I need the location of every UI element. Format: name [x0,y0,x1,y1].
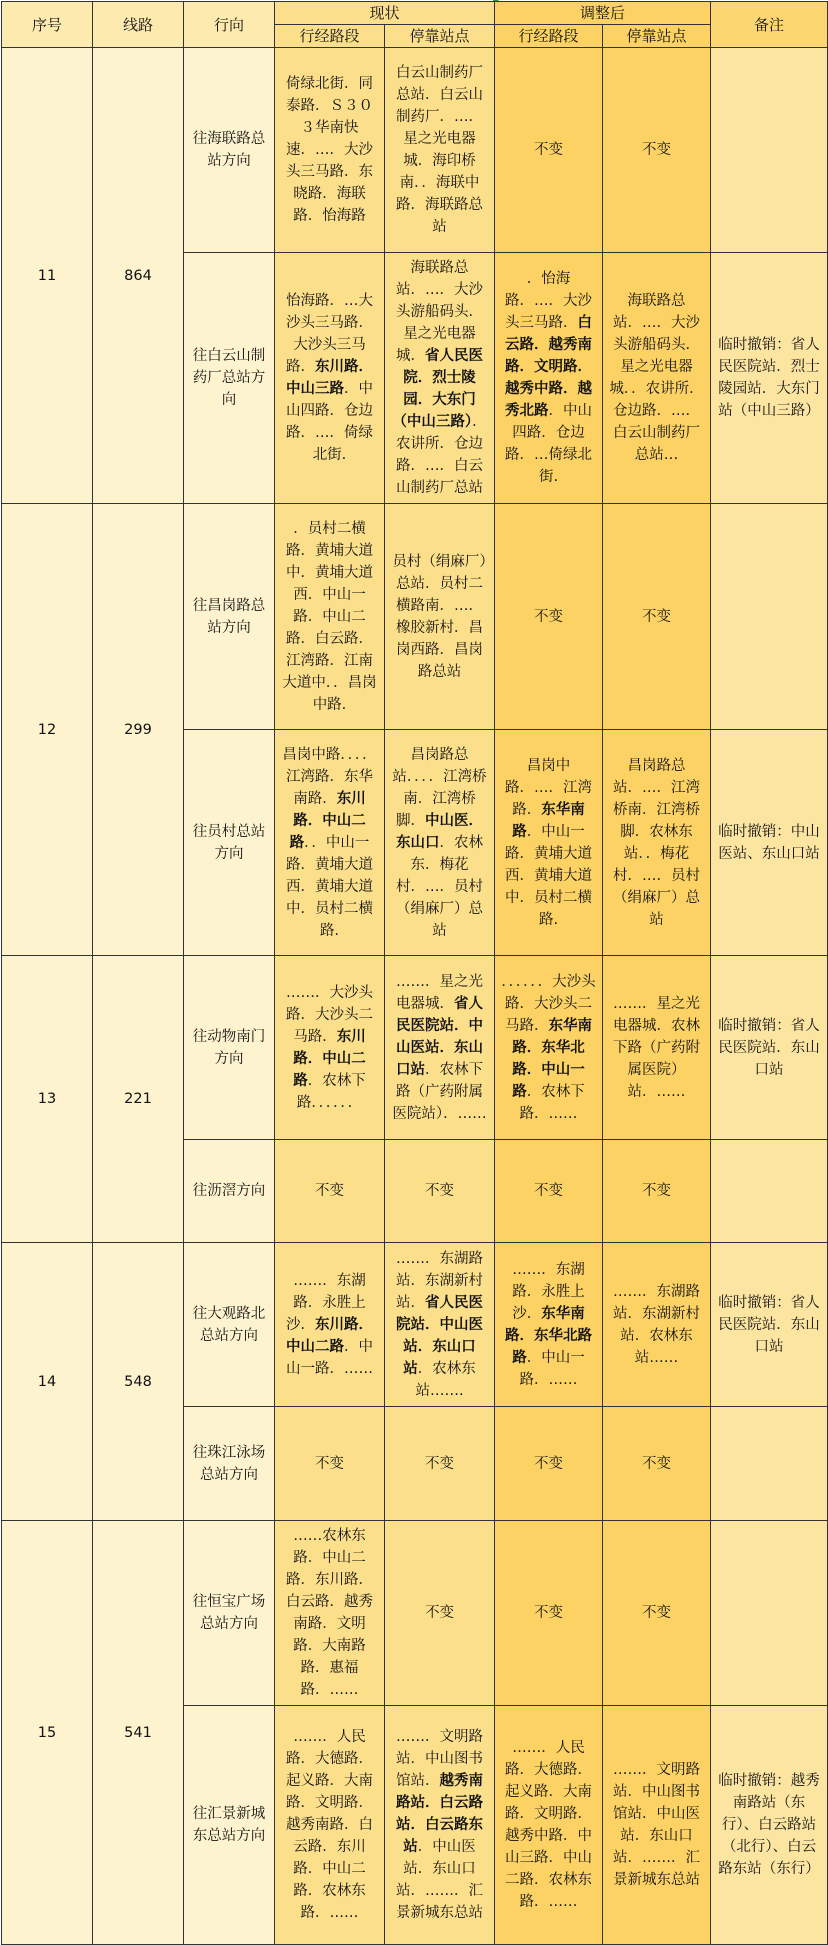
bold-text: 省人民医院．烈士陵园．大东门（中山三路） [392,348,483,430]
text: 不变 [315,1183,344,1199]
remark-cell: 临时撤销：越秀南路站（东行）、白云路站（北行）、白云路东站（东行） [711,1706,828,1945]
text: 不变 [315,1455,344,1472]
adjusted-stops-cell [603,730,711,956]
header-adjusted-segment: 行经路段 [495,25,603,48]
seq-cell: 12 [2,504,93,956]
direction-cell: 往动物南门方向 [184,956,275,1140]
remark-cell [711,504,828,730]
text: 不变 [425,1183,454,1199]
direction-cell: 往汇景新城东总站方向 [184,1706,275,1945]
header-seq: 序号 [2,2,93,48]
bold-text: 东川路．中山二路 [289,790,366,851]
current-segment-cell [275,730,385,956]
current-stops-cell [385,253,495,504]
direction-cell: 往珠江泳场总站方向 [184,1407,275,1521]
text: 不变 [534,608,564,625]
text: ……．东湖路．永胜上沙． [512,1261,585,1322]
text: ……．文明路站．中山图书馆站．中山医站．东山口站．……．汇景新城东总站 [613,1762,701,1888]
bold-text: 省人民医院站．中山医站．东山口站 [396,1294,483,1377]
text: ．农林东．梅花村．…．员村（绢麻厂）总站 [396,834,483,939]
remark-cell: 临时撤销：省人民医院站．烈士陵园站．大东门站（中山三路） [711,253,828,504]
text: 白云山制药厂总站．白云山制药厂．…．星之光电器城．海印桥南．．海联中路．海联路总站 [396,65,483,235]
header-direction: 行向 [184,2,275,48]
text: 不变 [534,1455,564,1472]
header-adjusted-stops: 停靠站点 [603,25,711,48]
text: ……．东湖路站．东湖新村站．农林东站…… [613,1283,701,1366]
adjusted-stops-cell [603,1706,711,1945]
text: 昌岗路总站．…．江湾桥南．江湾桥脚．农林东站．．梅花村．…．员村（绢麻厂）总站 [613,757,701,928]
bold-text: 东川路．中山三路 [286,359,373,397]
current-stops-cell [385,48,495,253]
text: 不变 [534,1605,564,1621]
adjusted-stops-cell [603,1407,711,1521]
bold-text: 东川路．中山二路 [293,1028,366,1089]
adjusted-stops-cell [603,504,711,730]
text: 海联路总站．…．大沙头游船码头．星之光电器城． [396,260,483,364]
bold-text: 东川路．中山二路 [286,1316,373,1355]
text: ．中山医站．东山口站．……．汇景新城东总站 [396,1839,483,1921]
direction-cell: 往恒宝广场总站方向 [184,1521,275,1706]
text: ．农林东站……. [415,1360,476,1399]
adjusted-segment-cell [495,1140,603,1243]
text: ……．人民路．大德路．起义路．大南路．文明路．越秀南路．白云路．东川路．中山二路．农林东路．…… [286,1729,373,1921]
text: 怡海路．…大沙头三马路．大沙头三马路． [286,293,373,375]
text: ．员村二横路．黄埔大道中．黄埔大道西．中山一路．中山二路．白云路．江湾路．江南大道中．．昌岗中路. [282,520,377,713]
remark-cell: 临时撤销：省人民医院站．东山口站 [711,956,828,1140]
direction-cell: 往海联路总站方向 [184,48,275,253]
current-stops-cell [385,956,495,1140]
header-remark: 备注 [711,2,828,48]
current-stops-cell [385,1407,495,1521]
adjusted-segment-cell [495,1407,603,1521]
remark-cell [711,1521,828,1706]
route-cell: 864 [93,48,184,504]
remark-cell [711,1140,828,1243]
text: ．中山四路．仓边路．…倚绿北街. [505,403,593,485]
adjusted-segment-cell [495,1521,603,1706]
route-cell: 299 [93,504,184,956]
text: 不变 [642,1605,672,1621]
remark-cell [711,1407,828,1521]
text: 昌岗中路．．．．江湾路．东华南路． [282,746,377,807]
text: 昌岗路总站．．．．江湾桥南．江湾桥脚． [392,746,487,829]
text: ．中山一路．黄埔大道西．黄埔大道中．员村二横路. [505,823,593,928]
text: 不变 [425,1455,454,1472]
bold-text: 中山医．东山口 [396,812,483,851]
bold-text: 白云路．越秀南路．文明路．越秀中路．越秀北路 [505,315,593,419]
adjusted-segment-cell [495,504,603,730]
table-row [2,1243,828,1407]
current-segment-cell [275,1407,385,1521]
table-body [2,48,828,1945]
text: ……．东湖路．永胜上沙． [286,1272,366,1333]
current-stops-cell [385,730,495,956]
text: ……．东湖路站．东湖新村站． [396,1250,483,1311]
adjusted-stops-cell [603,253,711,504]
text: ．农林下路．．．．．． [296,1072,366,1111]
direction-cell: 往白云山制药厂总站方向 [184,253,275,504]
adjusted-segment-cell [495,956,603,1140]
adjusted-segment-cell [495,1243,603,1407]
text: ……农林东路．中山二路．东川路．白云路．越秀南路．文明路．大南路路．惠福路．…… [286,1528,373,1698]
text: 不变 [642,142,672,158]
current-segment-cell [275,1521,385,1706]
current-segment-cell [275,253,385,504]
adjusted-stops-cell [603,48,711,253]
text: 昌岗中路．…．江湾路． [505,757,593,818]
route-cell: 541 [93,1521,184,1945]
text: ．中山四路．仓边路．…．倚绿北街. [286,381,373,463]
seq-cell: 15 [2,1521,93,1945]
seq-cell: 13 [2,956,93,1243]
current-segment-cell [275,1243,385,1407]
text: 不变 [642,1183,672,1199]
adjusted-segment-cell [495,253,603,504]
text: 不变 [425,1605,454,1621]
current-stops-cell [385,1243,495,1407]
adjusted-segment-cell [495,730,603,956]
seq-cell: 14 [2,1243,93,1521]
current-segment-cell [275,504,385,730]
current-segment-cell [275,1706,385,1945]
text: 员村（绢麻厂）总站．员村二横路南．…．橡胶新村．昌岗西路．昌岗路总站 [392,553,487,680]
text: 不变 [534,1183,564,1199]
adjusted-stops-cell [603,1140,711,1243]
table-row [2,956,828,1140]
header-adjusted: 调整后 [495,2,711,25]
text: ．中山一路．…… [519,1349,585,1388]
header-current-stops: 停靠站点 [385,25,495,48]
text: ……．人民路．大德路．起义路．大南路．文明路．越秀中路．中山三路．中山二路．农林东路．…… [505,1740,593,1910]
text: ．中山一路．…… [286,1338,373,1377]
text: ……．大沙头路．大沙头二马路． [286,984,373,1045]
remark-cell: 临时撤销：省人民医院站．东山口站 [711,1243,828,1407]
header-current: 现状 [275,2,495,25]
remark-cell: 临时撤销：中山医站、东山口站 [711,730,828,956]
adjusted-stops-cell [603,956,711,1140]
current-segment-cell [275,1140,385,1243]
current-segment-cell [275,48,385,253]
header-current-segment: 行经路段 [275,25,385,48]
direction-cell: 往大观路北总站方向 [184,1243,275,1407]
header-route: 线路 [93,2,184,48]
current-segment-cell [275,956,385,1140]
route-adjustment-table [1,1,828,1945]
bold-text: 越秀南路站．白云路站．白云路东站 [396,1773,483,1855]
current-stops-cell [385,1706,495,1945]
bold-text: 省人民医院站．中山医站．东山口站 [396,995,483,1078]
adjusted-stops-cell [603,1243,711,1407]
text: ．农讲所．仓边路．…．白云山制药厂总站 [396,414,487,496]
text: ．农林下路（广药附属医院站）．…… [392,1061,487,1122]
text: ．．中山一路．黄埔大道西．黄埔大道中．员村二横路. [286,834,373,939]
text: ．．．．．．大沙头路．大沙头二马路． [501,973,596,1034]
direction-cell: 往昌岗路总站方向 [184,504,275,730]
text: 海联路总站．…．大沙头游船码头．星之光电器城．．农讲所．仓边路．…．白云山制药厂总站… [609,293,704,463]
text: ．农林下路．…… [519,1083,585,1122]
route-cell: 221 [93,956,184,1243]
text: 不变 [642,1455,672,1472]
seq-cell: 11 [2,48,93,504]
direction-cell: 往员村总站方向 [184,730,275,956]
bold-text: 东华南路．东华北路．中山一路 [512,1017,593,1100]
text: 倚绿北街．同泰路．Ｓ３０３华南快速．…．大沙头三马路．东晓路．海联路．怡海路 [286,76,373,224]
text: ．怡海路．…．大沙头三马路． [505,271,593,331]
table-row [2,1521,828,1706]
current-stops-cell [385,1521,495,1706]
text: 不变 [642,608,672,625]
bold-text: 东华南路 [512,801,585,840]
adjusted-segment-cell [495,48,603,253]
current-stops-cell [385,504,495,730]
table-row [2,48,828,253]
table-row [2,504,828,730]
bold-text: 东华南路．东华北路路 [505,1305,593,1366]
text: 不变 [534,142,564,158]
adjusted-segment-cell [495,1706,603,1945]
text: ……．星之光电器城． [396,973,483,1012]
current-stops-cell [385,1140,495,1243]
adjusted-stops-cell [603,1521,711,1706]
direction-cell: 往沥滘方向 [184,1140,275,1243]
text: ……．星之光电器城．农林下路（广药附属医院）站．…… [613,995,701,1100]
route-cell: 548 [93,1243,184,1521]
text: ……．文明路站．中山图书馆站． [396,1729,483,1789]
remark-cell [711,48,828,253]
